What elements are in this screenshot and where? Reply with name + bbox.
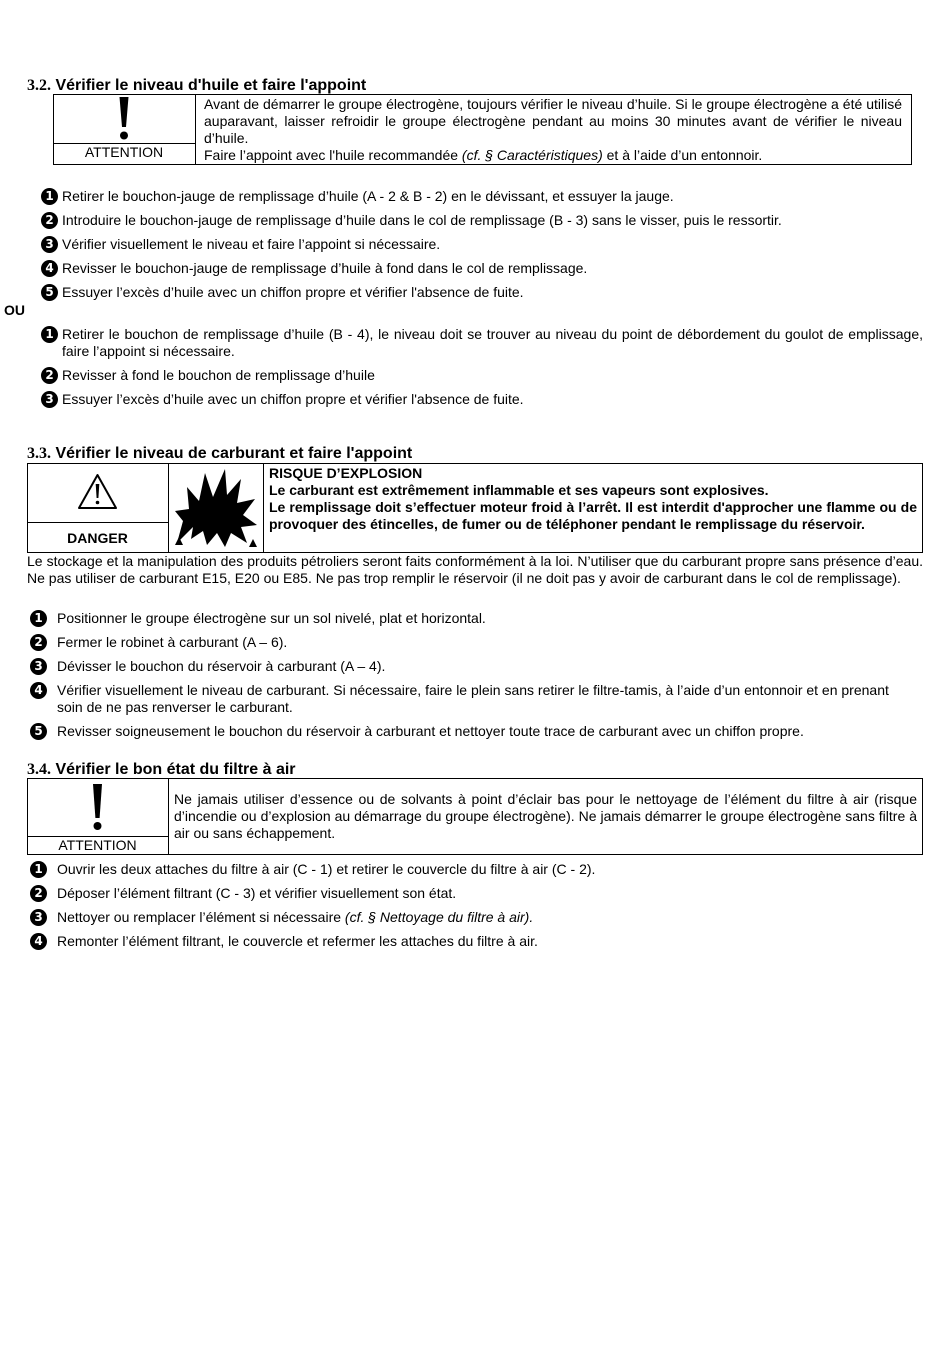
fuel-intro-paragraph: Le stockage et la manipulation des produits pétroliers seront faits conformément à la loi. N’utiliser que du carburant propre sans présence d’eau. Ne pas utiliser de carburant E15, E20 ou E85. Ne pas trop remplir le réservoir (il ne doit pas y avoir de carburant dans le col de remplissage).	[27, 553, 923, 586]
or-label: OU	[4, 302, 25, 318]
section-3-3-heading	[27, 444, 412, 463]
list-item: 3 Nettoyer ou remplacer l’élément si nécessaire (cf. § Nettoyage du filtre à air).	[30, 909, 923, 926]
list-item: 2 Revisser à fond le bouchon de remplissage d’huile	[41, 367, 923, 384]
attention-text: Ne jamais utiliser d’essence ou de solvants à point d’éclair bas pour le nettoyage de l’élément du filtre à air (risque d’incendie ou d’explosion au démarrage du groupe électrogène). Ne jamais démarrer le groupe électrogène sans filtre à air ou sans échappement.	[174, 791, 917, 841]
step-number-icon: 4	[30, 682, 47, 699]
attention-label: ATTENTION	[84, 144, 164, 160]
list-item: 2 Déposer l’élément filtrant (C - 3) et vérifier visuellement son état.	[30, 885, 923, 902]
step-number-icon: 1	[30, 610, 47, 627]
risk-title: RISQUE D’EXPLOSION	[269, 465, 423, 481]
section-3-4-heading	[27, 760, 296, 779]
list-item: 1 Positionner le groupe électrogène sur un sol nivelé, plat et horizontal.	[30, 610, 923, 627]
step-number-icon: 2	[41, 367, 58, 384]
step-number-icon: 4	[41, 260, 58, 277]
list-item: 1 Retirer le bouchon de remplissage d’huile (B - 4), le niveau doit se trouver au niveau du point de débordement du goulot de emplissage, faire l’appoint si nécessaire.	[41, 326, 923, 360]
step-number-icon: 3	[30, 909, 47, 926]
danger-text	[269, 465, 917, 533]
section-title: Vérifier le niveau d'huile et faire l'appoint	[55, 77, 367, 94]
step-number-icon: 2	[30, 885, 47, 902]
reference-link: (cf. § Caractéristiques)	[461, 147, 603, 163]
attention-text	[204, 96, 902, 164]
reference-link: (cf. § Nettoyage du filtre à air).	[344, 909, 534, 925]
list-item: 3 Essuyer l’excès d’huile avec un chiffon propre et vérifier l'absence de fuite.	[41, 391, 923, 408]
step-number-icon: 2	[41, 212, 58, 229]
risk-line-1: Le carburant est extrêmement inflammable et ses vapeurs sont explosives.	[269, 482, 769, 498]
warning-exclamation-icon	[27, 778, 168, 836]
warning-triangle-icon	[27, 463, 168, 522]
step-number-icon: 4	[30, 933, 47, 950]
step-number-icon: 3	[41, 236, 58, 253]
section-number: 3.2.	[27, 77, 51, 94]
attention-paragraph-1: Avant de démarrer le groupe électrogène, toujours vérifier le niveau d’huile. Si le groupe électrogène a été utilisé auparavant, laisser refroidir le groupe électrogène pendant au moins 30 minutes avant de vérifier le niveau d’huile.	[204, 96, 902, 146]
step-number-icon: 5	[30, 723, 47, 740]
list-item: 2 Introduire le bouchon-jauge de remplissage d’huile dans le col de remplissage (B - 3) sans le visser, puis le ressortir.	[41, 212, 923, 229]
list-item: 3 Dévisser le bouchon du réservoir à carburant (A – 4).	[30, 658, 923, 675]
warning-exclamation-icon	[53, 94, 195, 143]
step-number-icon: 2	[30, 634, 47, 651]
attention-label: ATTENTION	[58, 837, 137, 853]
section-number: 3.4.	[27, 761, 51, 778]
section-title: Vérifier le bon état du filtre à air	[55, 761, 296, 778]
risk-line-2: Le remplissage doit s’effectuer moteur froid à l’arrêt. Il est interdit d'approcher une flamme ou de provoquer des étincelles, de fumer ou de téléphoner pendant le remplissage du réservoir.	[269, 499, 917, 532]
step-number-icon: 3	[30, 658, 47, 675]
section-number: 3.3.	[27, 445, 51, 462]
list-item: 5 Revisser soigneusement le bouchon du réservoir à carburant et nettoyer toute trace de carburant avec un chiffon propre.	[30, 723, 923, 740]
section-3-2-heading	[27, 76, 366, 95]
list-item: 4 Revisser le bouchon-jauge de remplissage d’huile à fond dans le col de remplissage.	[41, 260, 923, 277]
attention-paragraph-2: Faire l’appoint avec l'huile recommandée (cf. § Caractéristiques) et à l’aide d’un entonnoir.	[204, 147, 763, 163]
section-title: Vérifier le niveau de carburant et faire l'appoint	[55, 445, 413, 462]
step-number-icon: 5	[41, 284, 58, 301]
step-number-icon: 3	[41, 391, 58, 408]
danger-label: DANGER	[67, 530, 128, 546]
list-item: 3 Vérifier visuellement le niveau et faire l’appoint si nécessaire.	[41, 236, 923, 253]
step-number-icon: 1	[41, 188, 58, 205]
list-item: 2 Fermer le robinet à carburant (A – 6).	[30, 634, 923, 651]
list-item: 4 Vérifier visuellement le niveau de carburant. Si nécessaire, faire le plein sans retirer le filtre-tamis, à l’aide d’un entonnoir et en prenant soin de ne pas renverser le carburant.	[30, 682, 900, 716]
list-item: 1 Ouvrir les deux attaches du filtre à air (C - 1) et retirer le couvercle du filtre à air (C - 2).	[30, 861, 923, 878]
step-number-icon: 1	[30, 861, 47, 878]
step-number-icon: 1	[41, 326, 58, 343]
explosion-icon	[169, 463, 263, 553]
list-item: 5 Essuyer l’excès d’huile avec un chiffon propre et vérifier l'absence de fuite.	[41, 284, 923, 301]
list-item: 4 Remonter l’élément filtrant, le couvercle et refermer les attaches du filtre à air.	[30, 933, 923, 950]
list-item: 1 Retirer le bouchon-jauge de remplissage d’huile (A - 2 & B - 2) en le dévissant, et essuyer la jauge.	[41, 188, 923, 205]
